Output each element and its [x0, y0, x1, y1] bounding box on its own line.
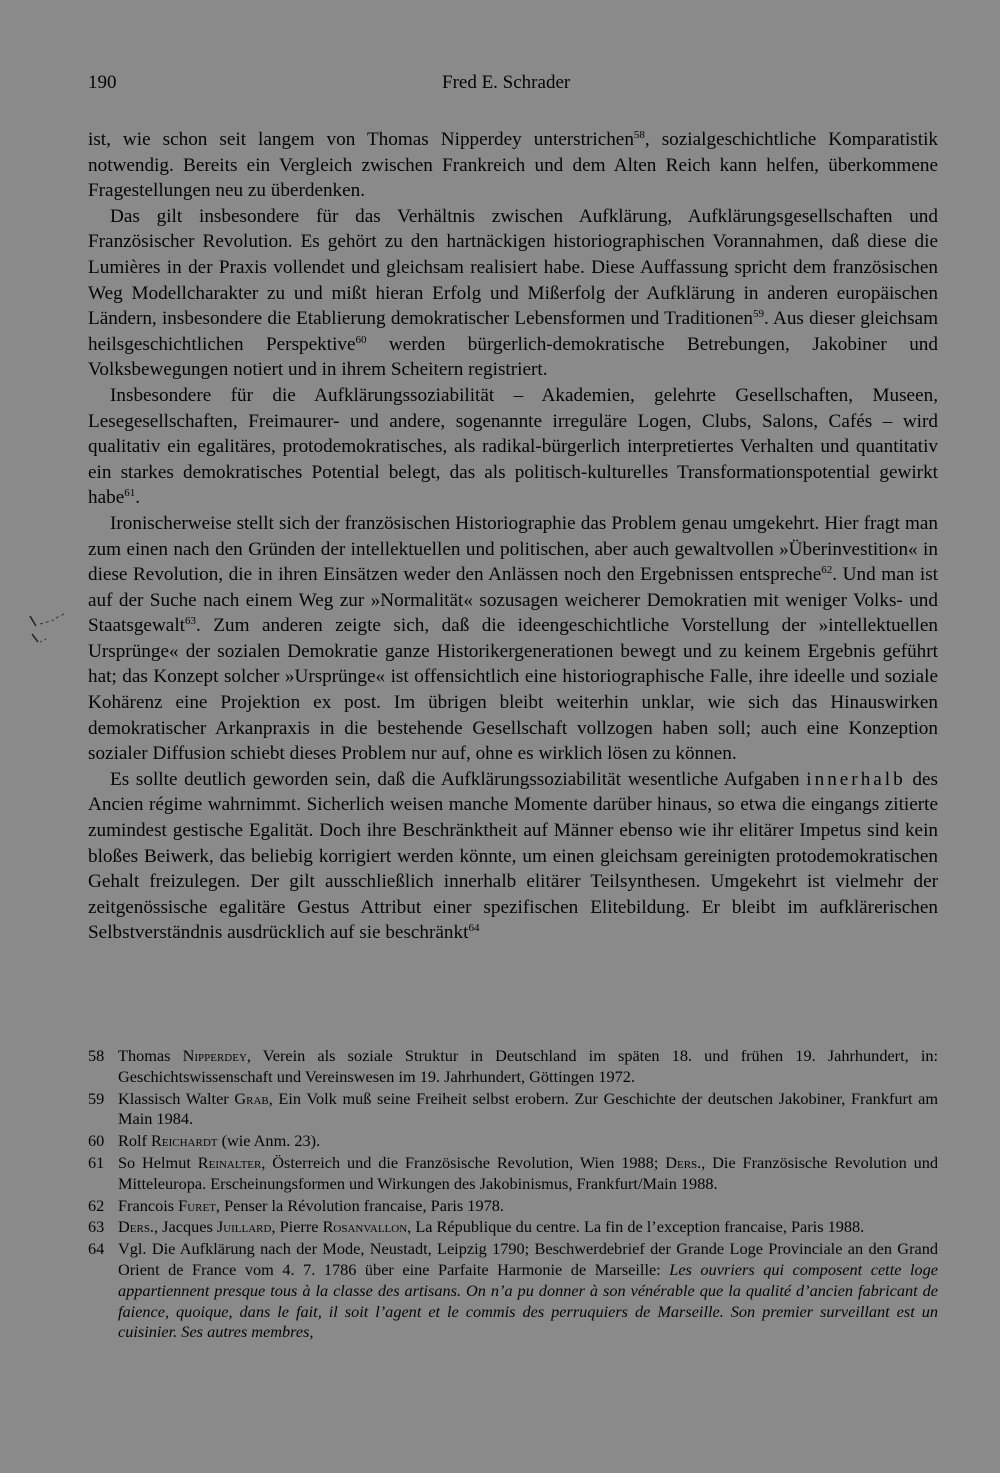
text-run: (wie Anm. 23).	[217, 1131, 321, 1151]
emphasized-word: innerhalb	[806, 768, 906, 790]
footnote-text	[118, 1239, 938, 1343]
text-run: , La République du centre. La fin de l’exception francaise, Paris 1988.	[407, 1217, 865, 1237]
text-run: Vgl. Die Aufklärung nach der Mode, Neustadt, Leipzig 1790; Beschwerdebrief der Grande Loge Provinciale an den Grand Orient de France vom 4. 7. 1786 über eine Parfaite Harmonie de Marseille:	[118, 1239, 938, 1279]
footnote-64	[88, 1239, 938, 1343]
text-run: , Jacques	[154, 1217, 217, 1237]
text-run: , Die Französische Revolution und Mitteleuropa. Erscheinungsformen und Wirkungen des Jakobinismus, Frankfurt/Main 1988.	[118, 1152, 939, 1193]
text-run: . Zum anderen zeigte sich, daß die ideengeschichtliche Vorstellung der »intellektuellen Ursprünge« der sozialen Demokratie ganze Historikergenerationen bewegt und zu keinem Ergebnis geführt hat; das Konzept solcher »Ursprünge« ist offensichtlich eine historiographische Falle, ihre ideelle und soziale Kohärenz eine Projektion ex post. Im übrigen bleibt weiterhin unklar, wie sich das Hinauswirken demokratischer Arkanpraxis in die bestehende Gesellschaft vollzogen haben soll; auch eine Konzeption sozialer Diffusion schiebt dieses Problem nur auf, ohne es wirklich lösen zu können.	[88, 615, 938, 765]
running-head: Fred E. Schrader	[442, 72, 571, 93]
footnote-text	[118, 1153, 938, 1195]
footnote-ref-64[interactable]: 64	[468, 922, 480, 935]
author-name: Reichardt	[151, 1131, 218, 1151]
footnote-ref-58[interactable]: 58	[633, 129, 645, 141]
text-run: So Helmut	[118, 1152, 198, 1172]
text-run: Es sollte deutlich geworden sein, daß die Aufklärungssoziabilität wesentliche Aufgaben	[110, 768, 807, 790]
text-run: . Und man ist auf der Suche nach einem Weg zur »Normalität« sozusagen weicherer Demokratien mit weniger Volks- und Staatsgewalt	[88, 564, 938, 637]
text-run: werden bürgerlich-demokratische Betrebungen, Jakobiner und Volksbewegungen notiert und in ihrem Scheitern registriert.	[88, 333, 938, 381]
footnote-ref-63[interactable]: 63	[184, 615, 196, 628]
author-name: Grab	[234, 1088, 269, 1108]
text-run: Thomas	[118, 1046, 183, 1065]
text-run: , Österreich und die Französische Revolution, Wien 1988;	[261, 1152, 666, 1172]
footnote-61	[88, 1153, 938, 1195]
margin-pencil-mark	[26, 612, 76, 662]
text-run: , Pierre	[271, 1217, 323, 1237]
author-name: Ders.	[665, 1152, 702, 1172]
footnote-ref-62[interactable]: 62	[821, 564, 833, 577]
footnote-62	[88, 1196, 938, 1217]
text-run: , sozialgeschichtliche Komparatistik notwendig. Bereits ein Vergleich zwischen Frankreich und dem Alten Reich kann helfen, überkommene Fragestellungen neu zu überdenken.	[88, 129, 938, 202]
paragraph-3	[88, 383, 938, 511]
footnote-number: 61	[88, 1152, 105, 1172]
footnote-number: 60	[88, 1131, 105, 1151]
author-name: Ders.	[118, 1217, 155, 1237]
footnote-number: 58	[88, 1046, 105, 1065]
author-name: Furet	[178, 1195, 216, 1215]
footnote-text	[118, 1196, 938, 1217]
footnote-63	[88, 1217, 938, 1238]
author-name: Juillard	[216, 1217, 272, 1237]
footnote-text	[118, 1046, 938, 1088]
text-run: Rolf	[118, 1131, 152, 1151]
author-name: Reinalter	[197, 1152, 262, 1172]
text-run: Insbesondere für die Aufklärungssoziabilität – Akademien, gelehrte Gesellschaften, Museen, Lesegesellschaften, Freimaurer- und andere, sogenannte irreguläre Logen, Clubs, Salons, Cafés – wird qualitativ ein egalitäres, protodemokratisches, als radikal-bürgerlich interpretiertes Verhalten und quantitativ ein starkes demokratisches Potential belegt, das als politisch-kulturelles Transformationspotential gewirkt habe	[88, 384, 938, 509]
paragraph-5	[88, 767, 938, 946]
footnote-59	[88, 1089, 938, 1131]
text-run: Francois	[118, 1195, 179, 1215]
footnote-60	[88, 1131, 938, 1152]
text-run: , Verein als soziale Struktur in Deutschland im späten 18. und frühen 19. Jahrhundert, in: Geschichtswissenschaft und Vereinswesen im 19. Jahrhundert, Göttingen 1972.	[118, 1046, 939, 1086]
french-quotation: Les ouvriers qui composent cette loge appartiennent presque tous à la classe des artisans. On n’a pu donner à son vénérable que la qualité d’ancien fabricant de faience, quoique, dans le fait, il soit l’agent et le commis des perruquiers de Marseille. Son premier surveillant est un cuisinier. Ses autres membres,	[118, 1259, 939, 1342]
text-run: Klassisch Walter	[118, 1088, 235, 1108]
page-header	[88, 72, 938, 100]
text-run: . Aus dieser gleichsam heilsgeschichtlichen Perspektive	[88, 308, 939, 355]
footnote-number: 63	[88, 1217, 105, 1237]
page-number: 190	[88, 72, 117, 93]
footnote-ref-59[interactable]: 59	[752, 308, 764, 321]
author-name: Nipperdey	[182, 1046, 247, 1065]
footnote-number: 59	[88, 1088, 105, 1108]
text-run: Das gilt insbesondere für das Verhältnis zwischen Aufklärung, Aufklärungsgesellschaften und Französischer Revolution. Es gehört zu den hartnäckigen historiographischen Vorannahmen, daß diese die Lumières in der Praxis vollendet und gleichsam realisiert habe. Diese Auffassung spricht dem französischen Weg Modellcharakter zu und mißt hieran Erfolg und Mißerfolg der Aufklärung in anderen europäischen Ländern, insbesondere die Etablierung demokratischer Lebensformen und Traditionen	[88, 205, 938, 330]
main-text	[88, 127, 938, 946]
text-run: .	[135, 487, 141, 509]
text-run: ist, wie schon seit langem von Thomas Nipperdey unterstrichen	[88, 129, 634, 150]
footnote-number: 62	[88, 1195, 105, 1215]
paragraph-2	[88, 204, 938, 383]
footnote-58	[88, 1046, 938, 1088]
author-name: Rosanvallon	[322, 1217, 408, 1237]
paragraph-1	[88, 127, 938, 204]
footnote-text	[118, 1131, 938, 1152]
paragraph-4	[88, 511, 938, 767]
footnote-ref-60[interactable]: 60	[355, 333, 367, 346]
text-run: des Ancien régime wahrnimmt. Sicherlich weisen manche Momente darüber hinaus, so etwa die eingangs zitierte zumindest gestische Egalität. Doch ihre Beschränktheit auf Männer ebenso wie ihr elitärer Impetus sind kein bloßes Beiwerk, das beliebig korrigiert werden könnte, um einen gleichsam gereinigten protodemokratischen Gehalt freizulegen. Der gilt ausschließlich innerhalb elitärer Teilsynthesen. Umgekehrt ist vielmehr der zeitgenössische egalitäre Gestus Attribut einer spezifischen Elitebildung. Er bleibt im aufklärerischen Selbstverständnis ausdrücklich auf sie beschränkt	[88, 768, 939, 944]
text-run: Ironischerweise stellt sich der französischen Historiographie das Problem genau umgekehrt. Hier fragt man zum einen nach den Gründen der intellektuellen und politischen, aber auch gewaltvollen »Überinvestition« in diese Revolution, die in ihren Einsätzen weder den Anlässen noch den Ergebnissen entspreche	[88, 512, 938, 586]
footnote-text	[118, 1089, 938, 1131]
footnotes	[88, 1046, 938, 1344]
footnote-number: 64	[88, 1239, 105, 1259]
text-run: , Ein Volk muß seine Freiheit selbst erobern. Zur Geschichte der deutschen Jakobiner, Frankfurt am Main 1984.	[118, 1088, 938, 1129]
text-run: , Penser la Révolution francaise, Paris 1978.	[215, 1195, 504, 1215]
footnote-text	[118, 1217, 938, 1238]
footnote-ref-61[interactable]: 61	[124, 487, 136, 500]
